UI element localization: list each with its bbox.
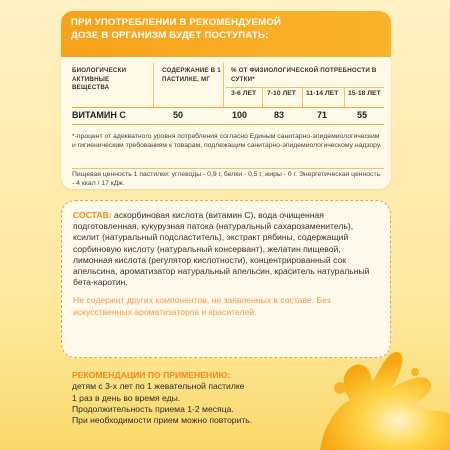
composition-text: [73, 210, 379, 288]
recommendation-line: При необходимости прием можно повторить.: [72, 415, 253, 426]
recommendation-line: детям с 3-х лет по 1 жевательной пастилке: [72, 381, 245, 392]
table-divider: [226, 87, 384, 88]
age-group-3-6: 3-6 ЛЕТ: [231, 90, 257, 97]
vitamin-content: 50: [173, 110, 184, 120]
nutrition-card: [61, 11, 391, 189]
vitamin-percent-3-6: 100: [232, 110, 248, 120]
footnote: *-процент от адекватного уровня потребления согласно Единым санитарно-эпидемиологическим и гигиеническим требованиям к товарам, подлежащим санитарно-эпидемиологическому надзору.: [72, 133, 382, 149]
table-divider: [302, 88, 303, 107]
table-divider: [72, 124, 384, 125]
nutrition-card-header: [61, 11, 391, 57]
nutrition-value: Пищевая ценность 1 пастилки: углеводы - 0,9 г, белки - 0,5 г, жиры - 0 г. Энергетическая ценность - 4 ккал / 17 кДж.: [72, 171, 381, 187]
column-header-percent: % ОТ ФИЗИОЛОГИЧЕСКОЙ ПОТРЕБНОСТИ В СУТКИ*: [231, 67, 377, 83]
recommendation-line: Продолжительность приема 1-2 месяца.: [72, 403, 234, 414]
header-line-1: ПРИ УПОТРЕБЛЕНИИ В РЕКОМЕНДУЕМОЙ: [71, 17, 282, 28]
vitamin-name: ВИТАМИН С: [72, 110, 126, 120]
recommendation-line: 1 раз в день во время еды.: [72, 392, 181, 403]
header-line-2: ДОЗЕ В ОРГАНИЗМ БУДЕТ ПОСТУПАТЬ:: [71, 30, 269, 41]
table-divider: [223, 63, 224, 107]
recommendations: [72, 370, 372, 426]
table-divider: [153, 63, 154, 107]
column-header-substances: БИОЛОГИЧЕСКИ АКТИВНЫЕ ВЕЩЕСТВА: [72, 67, 127, 91]
composition-card: [61, 200, 391, 358]
recommendations-title: РЕКОМЕНДАЦИИ ПО ПРИМЕНЕНИЮ:: [72, 370, 231, 380]
table-divider: [72, 168, 384, 169]
age-group-15-18: 15-18 ЛЕТ: [348, 90, 381, 97]
age-group-11-14: 11-14 ЛЕТ: [306, 90, 339, 97]
composition-note: Не содержит других компонентов, не заявленных в составе. Без искусственных ароматизаторов и красителей.: [73, 295, 331, 317]
table-divider: [72, 107, 384, 108]
vitamin-percent-7-10: 83: [274, 110, 285, 120]
composition-keyword: СОСТАВ:: [73, 210, 112, 220]
vitamin-percent-15-18: 55: [357, 110, 368, 120]
table-divider: [262, 88, 263, 107]
age-group-7-10: 7-10 ЛЕТ: [267, 90, 296, 97]
column-header-content: СОДЕРЖАНИЕ В 1 ПАСТИЛКЕ, МГ: [162, 67, 221, 83]
vitamin-percent-11-14: 71: [317, 110, 328, 120]
table-divider: [344, 88, 345, 107]
composition-ingredients: аскорбиновая кислота (витамин С), вода очищенная подготовленная, кукурузная патока (натуральный сахарозаменитель), ксилит (натуральный подсластитель), экстракт рябины, содержащий сорбиновую кислоту (натуральный консервант), желатин пищевой, лимонная кислота (регулятор кислотности), концентрированный сок апельсина, ароматизатор натуральный апельсин, краситель натуральный бета-каротин.: [73, 210, 370, 288]
